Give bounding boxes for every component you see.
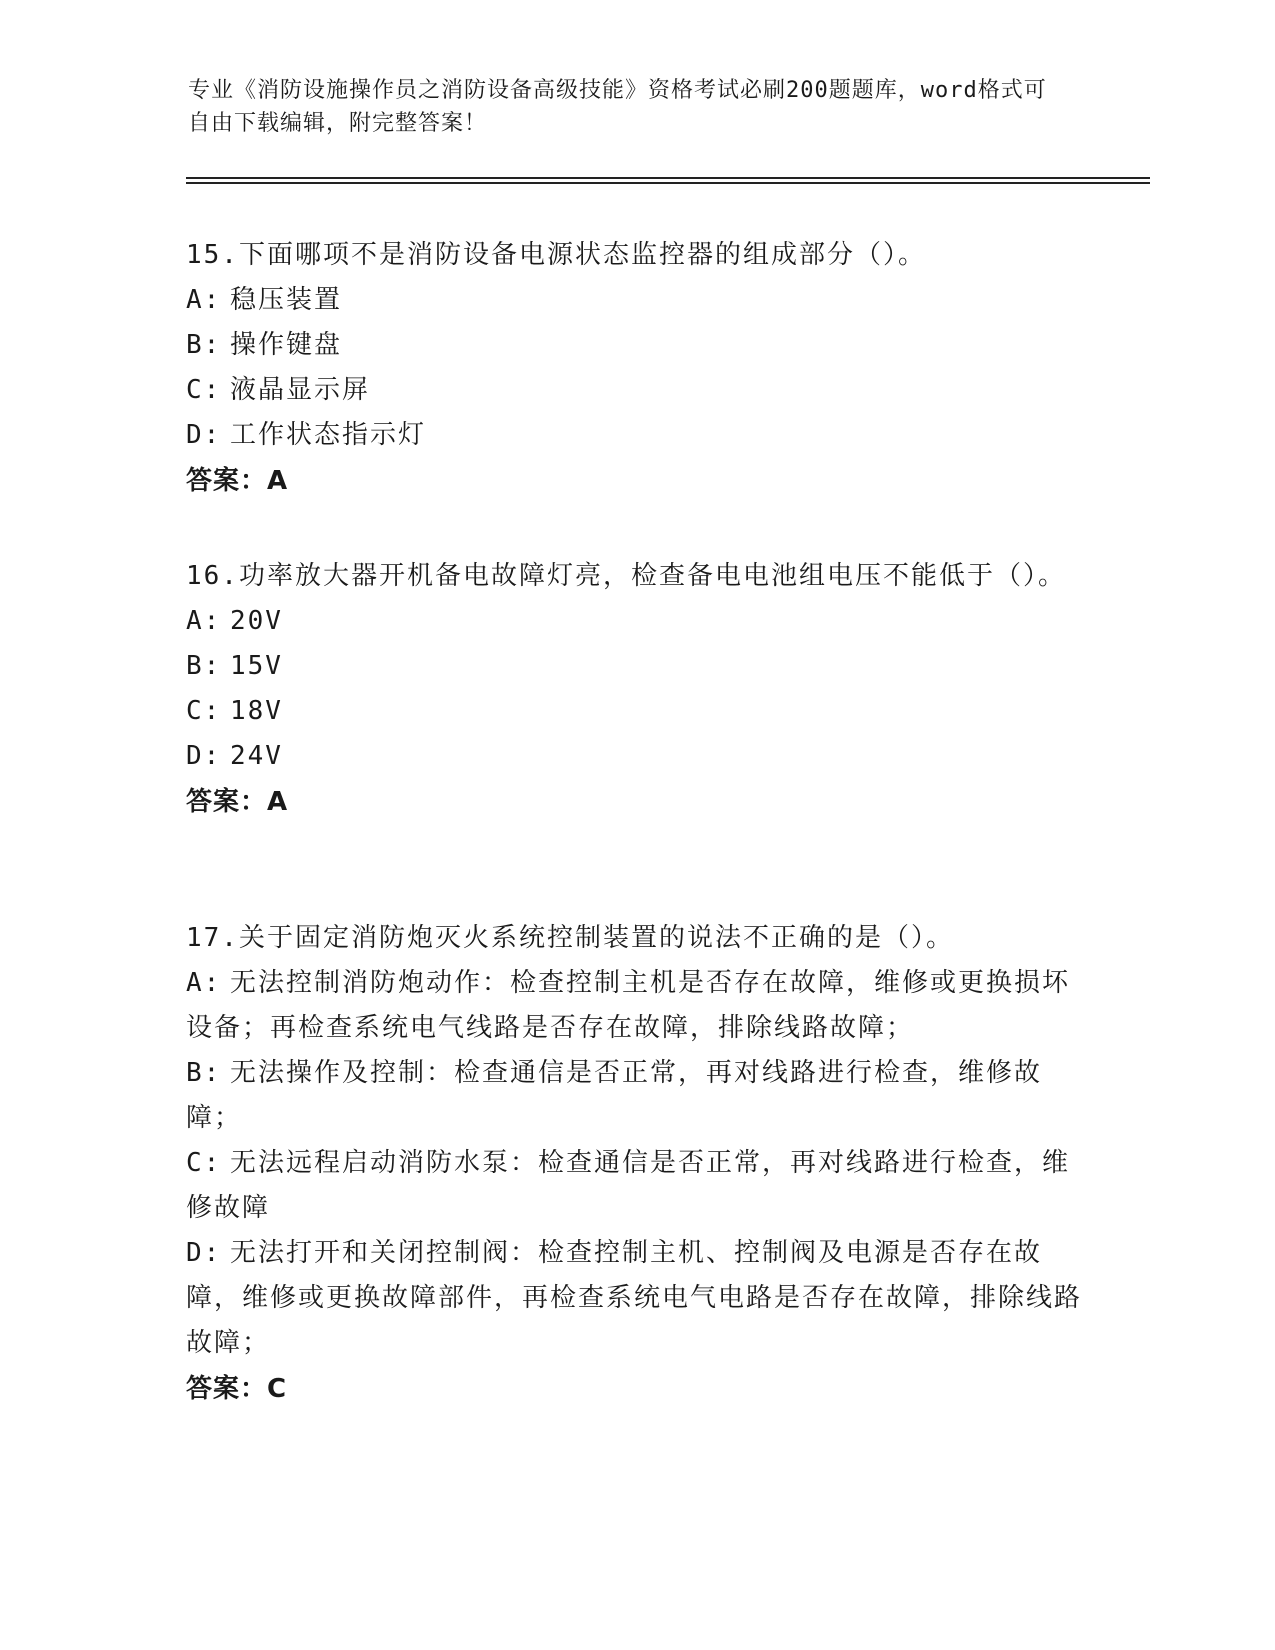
- question-15: [186, 233, 1086, 504]
- option-letter: B:: [186, 330, 222, 360]
- document-header: 专业《消防设施操作员之消防设备高级技能》资格考试必刷200题题库，word格式可自由下载编辑，附完整答案！: [188, 78, 1047, 136]
- option-b: [186, 323, 1086, 368]
- option-letter: A:: [186, 606, 222, 636]
- option-text: 24V: [230, 741, 283, 771]
- option-text: 无法打开和关闭控制阀：检查控制主机、控制阀及电源是否存在故障，维修或更换故障部件，再检查系统电气电路是否存在故障，排除线路故障；: [186, 1238, 1083, 1358]
- option-text: 18V: [230, 696, 283, 726]
- option-d: [186, 413, 1086, 458]
- option-letter: C:: [186, 1148, 222, 1178]
- option-text: 无法远程启动消防水泵：检查通信是否正常，再对线路进行检查，维修故障: [186, 1148, 1071, 1223]
- option-a: [186, 599, 1086, 644]
- option-letter: A:: [186, 968, 222, 998]
- option-a: [186, 278, 1086, 323]
- option-letter: D:: [186, 741, 222, 771]
- option-text: 无法操作及控制：检查通信是否正常，再对线路进行检查，维修故障；: [186, 1058, 1043, 1133]
- option-c: [186, 368, 1086, 413]
- option-text: 无法控制消防炮动作：检查控制主机是否存在故障，维修或更换损坏设备；再检查系统电气线路是否存在故障，排除线路故障；: [186, 968, 1071, 1043]
- option-text: 稳压装置: [230, 285, 343, 315]
- answer: 答案：A: [186, 466, 289, 496]
- option-letter: D:: [186, 1238, 222, 1268]
- option-text: 液晶显示屏: [230, 375, 371, 405]
- option-b: [186, 1051, 1086, 1141]
- answer: 答案：C: [186, 1374, 288, 1404]
- option-letter: B:: [186, 1058, 222, 1088]
- question-stem: 16.功率放大器开机备电故障灯亮，检查备电电池组电压不能低于（）。: [186, 561, 1066, 591]
- option-text: 操作键盘: [230, 330, 343, 360]
- option-text: 20V: [230, 606, 283, 636]
- question-16: [186, 554, 1086, 825]
- option-letter: B:: [186, 651, 222, 681]
- question-17: [186, 916, 1086, 1412]
- option-d: [186, 734, 1086, 779]
- header-divider-bottom: [186, 182, 1150, 184]
- option-letter: D:: [186, 420, 222, 450]
- option-c: [186, 1141, 1086, 1231]
- option-text: 15V: [230, 651, 283, 681]
- option-a: [186, 961, 1086, 1051]
- option-b: [186, 644, 1086, 689]
- option-letter: C:: [186, 696, 222, 726]
- header-divider-top: [186, 177, 1150, 179]
- option-d: [186, 1231, 1086, 1366]
- answer: 答案：A: [186, 787, 289, 817]
- option-c: [186, 689, 1086, 734]
- question-stem: 15.下面哪项不是消防设备电源状态监控器的组成部分（）。: [186, 240, 926, 270]
- option-letter: A:: [186, 285, 222, 315]
- question-stem: 17.关于固定消防炮灭火系统控制装置的说法不正确的是（）。: [186, 923, 954, 953]
- option-letter: C:: [186, 375, 222, 405]
- option-text: 工作状态指示灯: [230, 420, 427, 450]
